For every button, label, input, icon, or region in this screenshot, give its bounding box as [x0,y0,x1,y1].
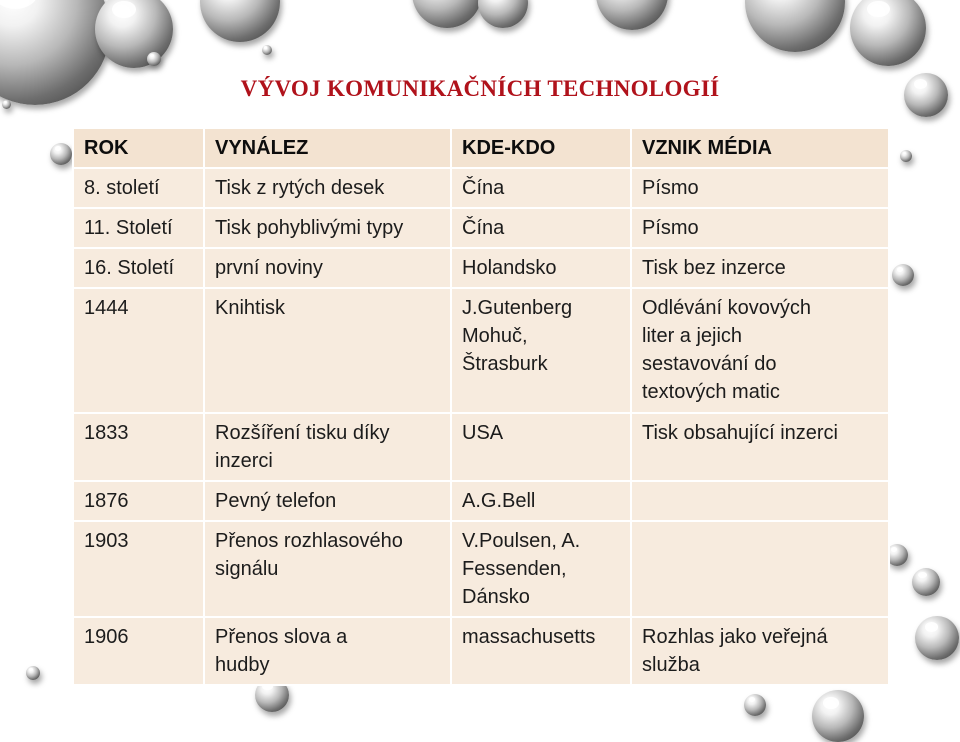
media-cell: Písmo [631,168,889,208]
water-drop-decoration [26,666,40,680]
table-row [73,248,889,288]
header-cell-where-who: KDE-KDO [451,128,631,168]
invention-cell: Pevný telefon [204,481,451,521]
water-drop-decoration [744,694,766,716]
table-row [73,208,889,248]
year-cell: 16. Století [73,248,204,288]
media-cell [631,481,889,521]
year-cell: 1903 [73,521,204,617]
water-drop-decoration [596,0,668,30]
media-cell: Rozhlas jako veřejná služba [631,617,889,685]
water-drop-decoration [200,0,280,42]
year-cell: 1444 [73,288,204,413]
year-cell: 1876 [73,481,204,521]
table-row [73,288,889,413]
invention-cell: Knihtisk [204,288,451,413]
invention-cell: Přenos rozhlasového signálu [204,521,451,617]
media-cell: Odlévání kovových liter a jejich sestavování do textových matic [631,288,889,413]
media-cell: Tisk bez inzerce [631,248,889,288]
table-row [73,481,889,521]
invention-cell: Tisk z rytých desek [204,168,451,208]
water-drop-decoration [262,45,272,55]
where-who-cell: massachusetts [451,617,631,685]
where-who-cell: V.Poulsen, A. Fessenden, Dánsko [451,521,631,617]
water-drop-decoration [915,616,959,660]
year-cell: 1906 [73,617,204,685]
where-who-cell: Čína [451,168,631,208]
table-row [73,521,889,617]
header-cell-media: VZNIK MÉDIA [631,128,889,168]
water-drop-decoration [50,143,72,165]
table-row [73,168,889,208]
water-drop-decoration [745,0,845,52]
slide-title: VÝVOJ KOMUNIKAČNÍCH TECHNOLOGIÍ [240,76,720,101]
table-row [73,617,889,685]
technology-table [72,127,890,686]
invention-cell: Rozšíření tisku díky inzerci [204,413,451,481]
where-who-cell: Holandsko [451,248,631,288]
where-who-cell: USA [451,413,631,481]
header-cell-invention: VYNÁLEZ [204,128,451,168]
water-drop-decoration [95,0,173,68]
invention-cell: Tisk pohyblivými typy [204,208,451,248]
water-drop-decoration [412,0,482,28]
header-cell-year: ROK [73,128,204,168]
media-cell: Písmo [631,208,889,248]
water-drop-decoration [900,150,912,162]
water-drop-decoration [812,690,864,742]
water-drop-decoration [912,568,940,596]
water-drop-decoration [850,0,926,66]
where-who-cell: J.Gutenberg Mohuč, Štrasburk [451,288,631,413]
year-cell: 11. Století [73,208,204,248]
where-who-cell: Čína [451,208,631,248]
water-drop-decoration [478,0,528,28]
water-drop-decoration [147,52,161,66]
invention-cell: první noviny [204,248,451,288]
media-cell: Tisk obsahující inzerci [631,413,889,481]
year-cell: 8. století [73,168,204,208]
table-header-row [73,128,889,168]
invention-cell: Přenos slova a hudby [204,617,451,685]
where-who-cell: A.G.Bell [451,481,631,521]
year-cell: 1833 [73,413,204,481]
media-cell [631,521,889,617]
table-row [73,413,889,481]
water-drop-decoration [892,264,914,286]
